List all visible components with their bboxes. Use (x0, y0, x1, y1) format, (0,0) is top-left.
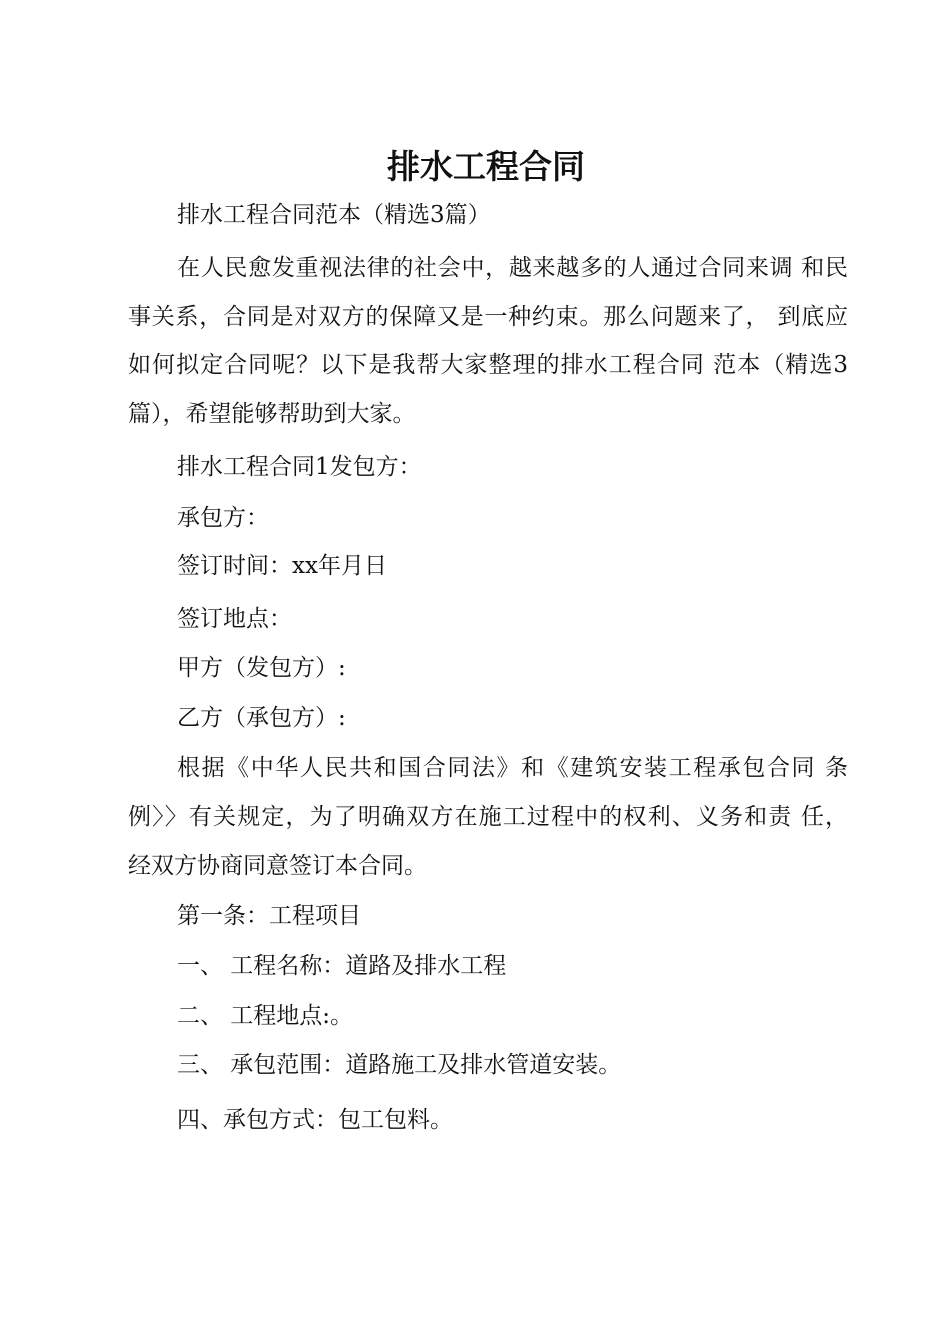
intro-line-3: 如何拟定合同呢？以下是我帮大家整理的排水工程合同 范本（精选3 (128, 352, 848, 378)
item-contract-scope: 三、 承包范围：道路施工及排水管道安装。 (177, 1052, 622, 1078)
signing-time-line: 签订时间：xx年月日 (177, 553, 387, 579)
contractor-line: 承包方： (177, 505, 269, 531)
intro-line-4: 篇），希望能够帮助到大家。 (128, 401, 416, 427)
item-project-location: 二、 工程地点:。 (177, 1003, 354, 1029)
party-a-line: 甲方（发包方）: (177, 655, 346, 681)
item-project-name: 一、 工程名称：道路及排水工程 (177, 953, 507, 979)
article-1-heading: 第一条：工程项目 (177, 903, 361, 929)
document-title: 排水工程合同 (387, 147, 585, 186)
party-b-line: 乙方（承包方）: (177, 705, 346, 731)
basis-line-2: 例〉〉有关规定，为了明确双方在施工过程中的权利、义务和责 任， (128, 804, 848, 830)
contract-heading: 排水工程合同1发包方： (177, 454, 422, 480)
intro-line-1: 在人民愈发重视法律的社会中，越来越多的人通过合同来调 和民 (177, 255, 848, 281)
basis-line-3: 经双方协商同意签订本合同。 (128, 853, 427, 879)
intro-line-2: 事关系，合同是对双方的保障又是一种约束。那么问题来了， 到底应 (128, 304, 848, 330)
item-contract-method: 四、承包方式：包工包料。 (177, 1107, 453, 1133)
basis-line-1: 根据《中华人民共和国合同法》和《建筑安装工程承包合同 条 (177, 755, 848, 781)
document-subtitle: 排水工程合同范本（精选3篇） (177, 202, 491, 228)
signing-place-line: 签订地点： (177, 606, 292, 632)
